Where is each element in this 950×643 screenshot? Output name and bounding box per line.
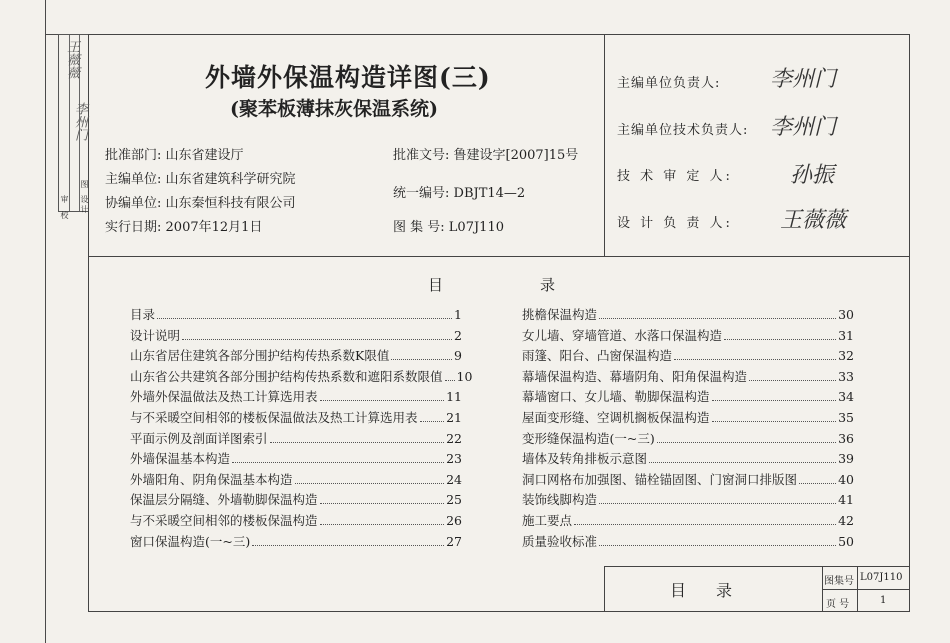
toc-entry bbox=[130, 326, 462, 347]
toc-leader-dots bbox=[712, 400, 837, 401]
toc-entry-page: 39 bbox=[838, 451, 854, 467]
toc-left-column bbox=[130, 305, 473, 552]
toc-leader-dots bbox=[270, 442, 445, 443]
margin-signature: 李州门 bbox=[72, 102, 87, 141]
outer-frame-left bbox=[45, 0, 46, 643]
role-tech-reviewer: 技 术 审 定 人: bbox=[617, 169, 733, 184]
toc-entry-page: 27 bbox=[446, 533, 462, 549]
toc-entry-title: 设计说明 bbox=[130, 327, 181, 343]
toc-entry bbox=[522, 449, 854, 470]
strip-label: 计 bbox=[80, 205, 89, 213]
toc-entry-title: 洞口网格布加强图、锚栓锚固图、门窗洞口排版图 bbox=[522, 471, 798, 487]
toc-leader-dots bbox=[320, 400, 445, 401]
toc-entry bbox=[522, 511, 854, 532]
toc-leader-dots bbox=[445, 380, 455, 381]
toc-entry-title: 外墙外保温做法及热工计算选用表 bbox=[130, 389, 318, 405]
info-chief-editor: 主编单位: 山东省建筑科学研究院 bbox=[105, 172, 296, 187]
toc-entry-title: 施工要点 bbox=[522, 512, 573, 528]
toc-entry-page: 42 bbox=[838, 512, 854, 528]
signature: 孙振 bbox=[790, 163, 835, 188]
toc-entry-title: 外墙阳角、阴角保温基本构造 bbox=[130, 471, 293, 487]
toc-entry bbox=[522, 532, 854, 553]
toc-entry bbox=[522, 326, 854, 347]
toc-entry-title: 变形缝保温构造(一~三) bbox=[522, 430, 655, 446]
toc-heading-right: 录 bbox=[540, 276, 556, 294]
toc-entry bbox=[130, 408, 462, 429]
toc-entry-page: 1 bbox=[454, 307, 462, 322]
toc-entry-title: 雨篷、阳台、凸窗保温构造 bbox=[522, 348, 673, 364]
page-title: 外墙外保温构造详图(三) bbox=[205, 63, 491, 92]
footer-top-rule bbox=[604, 566, 910, 567]
toc-entry-title: 装饰线脚构造 bbox=[522, 492, 598, 508]
signature: 李州门 bbox=[770, 67, 837, 92]
toc-entry-page: 11 bbox=[446, 389, 462, 405]
toc-entry bbox=[522, 470, 854, 491]
signature: 王薇薇 bbox=[780, 208, 847, 233]
toc-entry bbox=[130, 305, 462, 326]
toc-entry-title: 屋面变形缝、空调机搁板保温构造 bbox=[522, 409, 710, 425]
toc-entry-title: 与不采暖空间相邻的楼板保温做法及热工计算选用表 bbox=[130, 409, 418, 425]
toc-entry-title: 质量验收标准 bbox=[522, 533, 598, 549]
toc-leader-dots bbox=[420, 421, 445, 422]
toc-leader-dots bbox=[599, 318, 836, 319]
footer-divider bbox=[604, 566, 605, 612]
toc-entry-page: 35 bbox=[838, 409, 854, 425]
toc-entry-title: 外墙保温基本构造 bbox=[130, 451, 231, 467]
toc-leader-dots bbox=[182, 339, 452, 340]
toc-entry-title: 幕墙窗口、女儿墙、勒脚保温构造 bbox=[522, 389, 710, 405]
toc-leader-dots bbox=[649, 462, 836, 463]
toc-leader-dots bbox=[674, 359, 836, 360]
toc-leader-dots bbox=[295, 483, 445, 484]
header-divider bbox=[604, 34, 605, 256]
toc-entry bbox=[130, 511, 462, 532]
role-chief-unit-head: 主编单位负责人: bbox=[617, 76, 721, 91]
role-design-head: 设 计 负 责 人: bbox=[617, 216, 733, 231]
toc-entry-page: 26 bbox=[446, 512, 462, 528]
toc-entry-title: 山东省居住建筑各部分围护结构传热系数K限值 bbox=[130, 348, 390, 364]
toc-leader-dots bbox=[391, 359, 452, 360]
toc-entry-title: 挑檐保温构造 bbox=[522, 307, 598, 322]
info-approval-no: 批准文号: 鲁建设字[2007]15号 bbox=[393, 148, 579, 163]
toc-entry-page: 24 bbox=[446, 471, 462, 487]
toc-right-column bbox=[522, 305, 854, 552]
toc-leader-dots bbox=[320, 524, 445, 525]
toc-entry-title: 幕墙保温构造、幕墙阴角、阳角保温构造 bbox=[522, 368, 748, 384]
toc-entry-page: 22 bbox=[446, 430, 462, 446]
toc-entry-page: 10 bbox=[456, 368, 473, 384]
info-atlas-no: 图 集 号: L07J110 bbox=[393, 220, 504, 235]
toc-entry bbox=[130, 449, 462, 470]
atlas-no-key: 图集号 bbox=[824, 576, 854, 587]
toc-entry-page: 31 bbox=[838, 327, 854, 343]
toc-entry-page: 33 bbox=[838, 368, 854, 384]
toc-leader-dots bbox=[657, 442, 836, 443]
toc-entry bbox=[522, 305, 854, 326]
toc-leader-dots bbox=[232, 462, 444, 463]
toc-entry bbox=[130, 470, 462, 491]
signature: 李州门 bbox=[770, 115, 837, 140]
toc-entry bbox=[130, 429, 462, 450]
toc-leader-dots bbox=[599, 503, 836, 504]
toc-entry-page: 25 bbox=[446, 492, 462, 508]
info-approval-dept: 批准部门: 山东省建设厅 bbox=[105, 148, 244, 163]
toc-heading-left: 目 bbox=[428, 276, 444, 294]
toc-entry-page: 23 bbox=[446, 451, 462, 467]
page-subtitle: (聚苯板薄抹灰保温系统) bbox=[230, 98, 438, 120]
toc-leader-dots bbox=[320, 503, 445, 504]
toc-entry-title: 保温层分隔缝、外墙勒脚保温构造 bbox=[130, 492, 318, 508]
strip-label: 审 bbox=[60, 195, 69, 203]
toc-leader-dots bbox=[749, 380, 836, 381]
info-effective-date: 实行日期: 2007年12月1日 bbox=[105, 220, 263, 235]
toc-leader-dots bbox=[599, 545, 836, 546]
strip-label: 设 bbox=[80, 195, 89, 203]
toc-entry bbox=[522, 429, 854, 450]
toc-entry-page: 34 bbox=[838, 389, 854, 405]
toc-entry bbox=[522, 346, 854, 367]
toc-leader-dots bbox=[574, 524, 836, 525]
toc-leader-dots bbox=[724, 339, 836, 340]
toc-leader-dots bbox=[157, 318, 452, 319]
toc-entry-title: 墙体及转角排板示意图 bbox=[522, 451, 648, 467]
toc-entry-title: 目录 bbox=[130, 307, 156, 322]
info-unified-no: 统一编号: DBJT14—2 bbox=[393, 186, 526, 201]
page-no-value: 1 bbox=[880, 595, 887, 606]
page-no-key: 页 号 bbox=[826, 599, 850, 610]
toc-entry-page: 32 bbox=[838, 348, 854, 364]
toc-entry bbox=[130, 387, 462, 408]
toc-entry-title: 山东省公共建筑各部分围护结构传热系数和遮阳系数限值 bbox=[130, 368, 443, 384]
toc-entry-page: 41 bbox=[838, 492, 854, 508]
toc-entry-title: 窗口保温构造(一~三) bbox=[130, 533, 251, 549]
toc-entry-title: 女儿墙、穿墙管道、水落口保温构造 bbox=[522, 327, 723, 343]
toc-entry bbox=[130, 490, 462, 511]
toc-entry-page: 36 bbox=[838, 430, 854, 446]
header-bottom-rule bbox=[88, 256, 910, 257]
info-co-editor: 协编单位: 山东秦恒科技有限公司 bbox=[105, 196, 296, 211]
role-chief-tech-head: 主编单位技术负责人: bbox=[617, 123, 749, 138]
toc-entry-page: 2 bbox=[454, 327, 462, 343]
toc-entry bbox=[522, 408, 854, 429]
toc-entry-page: 9 bbox=[454, 348, 462, 364]
toc-leader-dots bbox=[799, 483, 836, 484]
atlas-no-value: L07J110 bbox=[860, 572, 903, 583]
toc-entry bbox=[130, 367, 473, 388]
toc-entry bbox=[522, 387, 854, 408]
toc-entry-title: 与不采暖空间相邻的楼板保温构造 bbox=[130, 512, 318, 528]
toc-leader-dots bbox=[252, 545, 444, 546]
footer-mid-rule bbox=[822, 589, 910, 590]
toc-entry bbox=[130, 346, 462, 367]
toc-entry bbox=[522, 490, 854, 511]
toc-leader-dots bbox=[712, 421, 837, 422]
footer-label: 目录 bbox=[670, 581, 763, 600]
toc-entry-title: 平面示例及剖面详图索引 bbox=[130, 430, 268, 446]
toc-entry bbox=[130, 532, 462, 553]
strip-label: 图 bbox=[80, 180, 89, 188]
toc-entry-page: 50 bbox=[838, 533, 854, 549]
toc-entry-page: 40 bbox=[838, 471, 854, 487]
toc-entry-page: 21 bbox=[446, 409, 462, 425]
toc-entry-page: 30 bbox=[838, 307, 854, 322]
margin-signature: 王薇薇 bbox=[64, 40, 79, 79]
strip-label: 校 bbox=[60, 211, 69, 219]
toc-entry bbox=[522, 367, 854, 388]
